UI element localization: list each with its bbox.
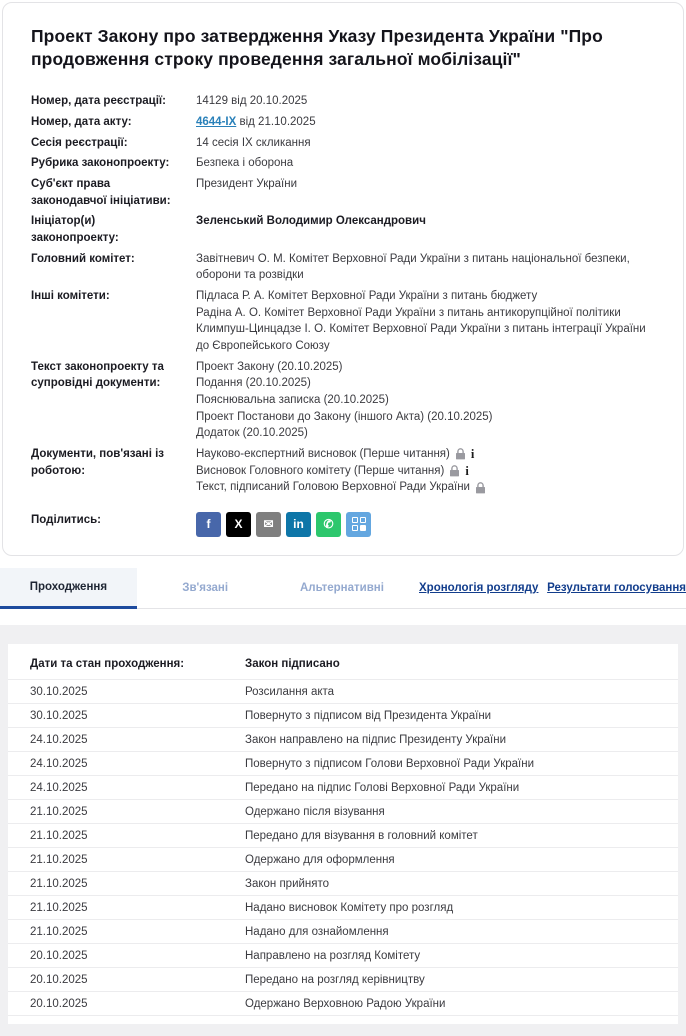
field-related-docs-label: Документи, пов'язані із роботою: (31, 447, 164, 477)
field-share-label: Поділитись: (31, 513, 102, 526)
document-link[interactable]: Проект Постанови до Закону (іншого Акта) (20.10.2025) (196, 410, 493, 423)
share-facebook-button[interactable] (196, 512, 221, 537)
field-bill-documents-label: Текст законопроекту та супровідні документи: (31, 360, 164, 390)
document-link[interactable]: Додаток (20.10.2025) (196, 427, 308, 440)
share-buttons (196, 512, 655, 537)
share-email-button[interactable] (256, 512, 281, 537)
row-status: Розсилання акта (245, 685, 335, 698)
share-linkedin-button[interactable] (286, 512, 311, 537)
lock-icon (449, 465, 460, 477)
field-act-label: Номер, дата акту: (31, 115, 132, 128)
field-session-value: 14 сесія IX скликання (196, 136, 311, 149)
row-status: Одержано для оформлення (245, 853, 395, 866)
table-body (8, 680, 678, 1016)
field-registration-value: 14129 від 20.10.2025 (196, 95, 308, 108)
related-document-item (196, 479, 655, 496)
field-share (31, 510, 655, 541)
row-status: Одержано Верховною Радою України (245, 997, 446, 1010)
table-row (8, 968, 678, 992)
row-date: 24.10.2025 (30, 757, 88, 770)
act-number-link[interactable]: 4644-IX (196, 115, 237, 128)
field-act (31, 112, 655, 133)
field-subject-value: Президент України (196, 177, 298, 190)
info-icon[interactable]: i (470, 447, 475, 462)
field-session (31, 133, 655, 154)
facebook-icon: f (206, 516, 211, 531)
table-row (8, 944, 678, 968)
share-x-button[interactable] (226, 512, 251, 537)
table-row (8, 776, 678, 800)
field-subject (31, 174, 655, 211)
tab-item[interactable]: Зв'язані (182, 581, 229, 594)
field-rubric-label: Рубрика законопроекту: (31, 157, 170, 170)
row-status: Одержано після візування (245, 805, 385, 818)
share-whatsapp-button[interactable] (316, 512, 341, 537)
row-date: 30.10.2025 (30, 685, 88, 698)
row-status: Передано для візування в головний комітет (245, 829, 478, 842)
row-date: 20.10.2025 (30, 973, 88, 986)
row-status: Повернуто з підписом Голови Верховної Ради України (245, 757, 535, 770)
row-date: 21.10.2025 (30, 925, 88, 938)
lock-icon (475, 482, 486, 494)
field-bill-documents-value (196, 359, 655, 442)
field-other-committees-label: Інші комітети: (31, 289, 110, 302)
row-date: 20.10.2025 (30, 997, 88, 1010)
row-status: Закон прийнято (245, 877, 330, 890)
tab-item[interactable]: Альтернативні (299, 581, 384, 594)
field-related-docs (31, 444, 655, 498)
row-status: Передано на підпис Голові Верховної Ради України (245, 781, 520, 794)
field-subject-label: Суб'єкт права законодавчої ініціативи: (31, 177, 171, 207)
document-link[interactable]: Проект Закону (20.10.2025) (196, 360, 343, 373)
tab-item[interactable]: Результати голосування (547, 581, 686, 594)
table-row (8, 752, 678, 776)
linkedin-icon: in (293, 516, 304, 531)
row-status: Повернуто з підписом від Президента України (245, 709, 492, 722)
field-main-committee-value: Завітневич О. М. Комітет Верховної Ради України з питань національної безпеки, оборони та розвідки (196, 252, 630, 282)
field-initiator-label: Ініціатор(и) законопроекту: (31, 215, 119, 244)
field-rubric (31, 153, 655, 174)
committee-line: Підласа Р. А. Комітет Верховної Ради України з питань бюджету (196, 289, 538, 302)
table-row (8, 872, 678, 896)
tab-item[interactable]: Проходження (0, 568, 137, 609)
lock-icon (455, 448, 466, 460)
related-document-link[interactable]: Висновок Головного комітету (Перше читання) (196, 464, 445, 477)
field-other-committees-value (196, 288, 655, 355)
bill-info-card (2, 2, 684, 556)
field-registration (31, 91, 655, 112)
related-document-link[interactable]: Текст, підписаний Головою Верховної Ради України (196, 481, 470, 494)
column-header-status: Закон підписано (245, 657, 340, 670)
row-date: 21.10.2025 (30, 853, 88, 866)
row-date: 30.10.2025 (30, 709, 88, 722)
document-link[interactable]: Подання (20.10.2025) (196, 377, 311, 390)
table-header-row (8, 644, 678, 680)
related-document-item (196, 463, 655, 480)
row-date: 21.10.2025 (30, 829, 88, 842)
field-session-label: Сесія реєстрації: (31, 136, 128, 149)
table-row (8, 848, 678, 872)
table-row (8, 920, 678, 944)
column-header-date: Дати та стан проходження: (30, 657, 185, 670)
row-date: 21.10.2025 (30, 901, 88, 914)
table-row (8, 704, 678, 728)
related-document-link[interactable]: Науково-експертний висновок (Перше читання) (196, 447, 450, 460)
page-title: Проект Закону про затвердження Указу Президента України "Про продовження строку проведення загальної мобілізації" (31, 26, 603, 70)
row-date: 24.10.2025 (30, 781, 88, 794)
document-link[interactable]: Пояснювальна записка (20.10.2025) (196, 393, 389, 406)
row-status: Передано на розгляд керівництву (245, 973, 425, 986)
table-row (8, 680, 678, 704)
row-status: Закон направлено на підпис Президенту України (245, 733, 507, 746)
committee-line: Радіна А. О. Комітет Верховної Ради України з питань антикорупційної політики (196, 306, 621, 319)
field-main-committee-label: Головний комітет: (31, 252, 135, 265)
envelope-icon: ✉ (263, 516, 274, 531)
row-status: Направлено на розгляд Комітету (245, 949, 421, 962)
qr-code-icon (352, 517, 366, 531)
field-initiator-value: Зеленський Володимир Олександрович (196, 215, 426, 228)
progress-table (8, 644, 678, 1024)
row-date: 24.10.2025 (30, 733, 88, 746)
table-row (8, 800, 678, 824)
field-act-value (196, 114, 655, 131)
field-main-committee (31, 249, 655, 286)
table-row (8, 992, 678, 1016)
act-date-text: від 21.10.2025 (236, 115, 316, 128)
row-date: 21.10.2025 (30, 877, 88, 890)
table-row (8, 824, 678, 848)
row-status: Надано для ознайомлення (245, 925, 389, 938)
whatsapp-icon: ✆ (323, 516, 334, 531)
info-icon[interactable]: i (465, 463, 469, 478)
field-rubric-value: Безпека і оборона (196, 157, 294, 170)
related-document-item (196, 446, 655, 463)
table-row (8, 728, 678, 752)
tab-bar (0, 568, 686, 609)
row-date: 21.10.2025 (30, 805, 88, 818)
row-status: Надано висновок Комітету про розгляд (245, 901, 454, 914)
row-date: 20.10.2025 (30, 949, 88, 962)
tab-item[interactable]: Хронологія розгляду (419, 581, 539, 594)
field-registration-label: Номер, дата реєстрації: (31, 95, 166, 108)
field-other-committees (31, 286, 655, 357)
x-twitter-icon: X (234, 516, 243, 531)
field-initiator (31, 211, 655, 248)
share-qr-button[interactable] (346, 512, 371, 537)
committee-line: Климпуш-Цинцадзе І. О. Комітет Верховної Ради України з питань інтеграції України до Європейського Союзу (196, 323, 646, 352)
field-bill-documents (31, 357, 655, 444)
progress-section (0, 625, 686, 1036)
field-related-docs-value (196, 446, 655, 496)
